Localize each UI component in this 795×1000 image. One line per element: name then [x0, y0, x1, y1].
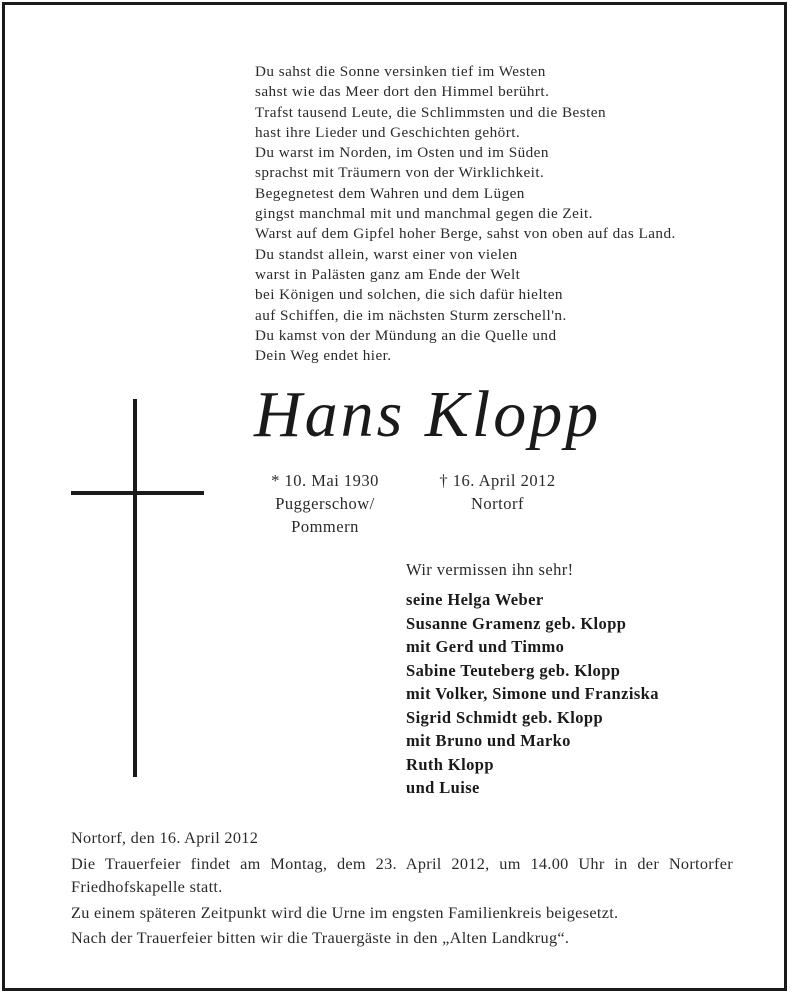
poem-line: warst in Palästen ganz am Ende der Welt: [255, 265, 521, 283]
cross-horizontal-bar: [71, 491, 204, 495]
birth-date: * 10. Mai 1930: [271, 471, 379, 490]
footer-notice: [71, 826, 733, 950]
ceremony-notice: Die Trauerfeier findet am Montag, dem 23. April 2012, um 14.00 Uhr in der Nortorfer Friedhofskapelle statt.: [71, 853, 733, 896]
birth-place: Puggerschow/: [275, 494, 375, 513]
mourner-line: Sigrid Schmidt geb. Klopp: [406, 707, 604, 727]
poem-line: Du warst im Norden, im Osten und im Süden: [255, 144, 549, 162]
poem: [255, 62, 676, 366]
mourners-list: [406, 588, 659, 800]
poem-line: Warst auf dem Gipfel hoher Berge, sahst von oben auf das Land.: [255, 225, 676, 243]
death-date: † 16. April 2012: [439, 471, 556, 490]
urn-notice: Zu einem späteren Zeitpunkt wird die Urne im engsten Familienkreis beigesetzt.: [71, 902, 619, 922]
mourner-line: und Luise: [406, 778, 480, 797]
death-info: [425, 469, 570, 515]
place-date: Nortorf, den 16. April 2012: [71, 828, 259, 847]
poem-line: Du sahst die Sonne versinken tief im Westen: [255, 63, 546, 80]
death-place: Nortorf: [471, 494, 524, 513]
obituary-frame: [2, 2, 787, 991]
mourner-line: mit Gerd und Timmo: [406, 637, 565, 656]
poem-line: hast ihre Lieder und Geschichten gehört.: [255, 123, 521, 141]
mourner-line: mit Volker, Simone und Franziska: [406, 684, 659, 703]
poem-line: gingst manchmal mit und manchmal gegen die Zeit.: [255, 205, 593, 223]
cross-vertical-bar: [133, 399, 137, 777]
poem-line: bei Königen und solchen, die sich dafür hielten: [255, 286, 563, 304]
poem-line: Begegnetest dem Wahren und dem Lügen: [255, 184, 525, 202]
mourner-line: Sabine Teuteberg geb. Klopp: [406, 660, 621, 680]
deceased-name: Hans Klopp: [254, 378, 602, 451]
mourner-line: Ruth Klopp: [406, 754, 494, 774]
poem-line: auf Schiffen, die im nächsten Sturm zerschell'n.: [255, 306, 567, 324]
birth-region: Pommern: [291, 517, 359, 536]
reception-notice: Nach der Trauerfeier bitten wir die Trauergäste in den „Alten Landkrug“.: [71, 928, 570, 947]
mourners-intro: Wir vermissen ihn sehr!: [406, 560, 574, 579]
poem-line: Dein Weg endet hier.: [255, 347, 392, 365]
mourner-line: Susanne Gramenz geb. Klopp: [406, 613, 627, 633]
poem-line: sprachst mit Träumern von der Wirklichkeit.: [255, 164, 545, 182]
poem-line: sahst wie das Meer dort den Himmel berührt.: [255, 83, 550, 101]
poem-line: Du kamst von der Mündung an die Quelle und: [255, 326, 557, 344]
poem-line: Du standst allein, warst einer von vielen: [255, 245, 518, 263]
poem-line: Trafst tausend Leute, die Schlimmsten und die Besten: [255, 103, 607, 121]
mourner-line: seine Helga Weber: [406, 590, 544, 609]
birth-info: [255, 469, 395, 538]
mourner-line: mit Bruno und Marko: [406, 731, 571, 750]
